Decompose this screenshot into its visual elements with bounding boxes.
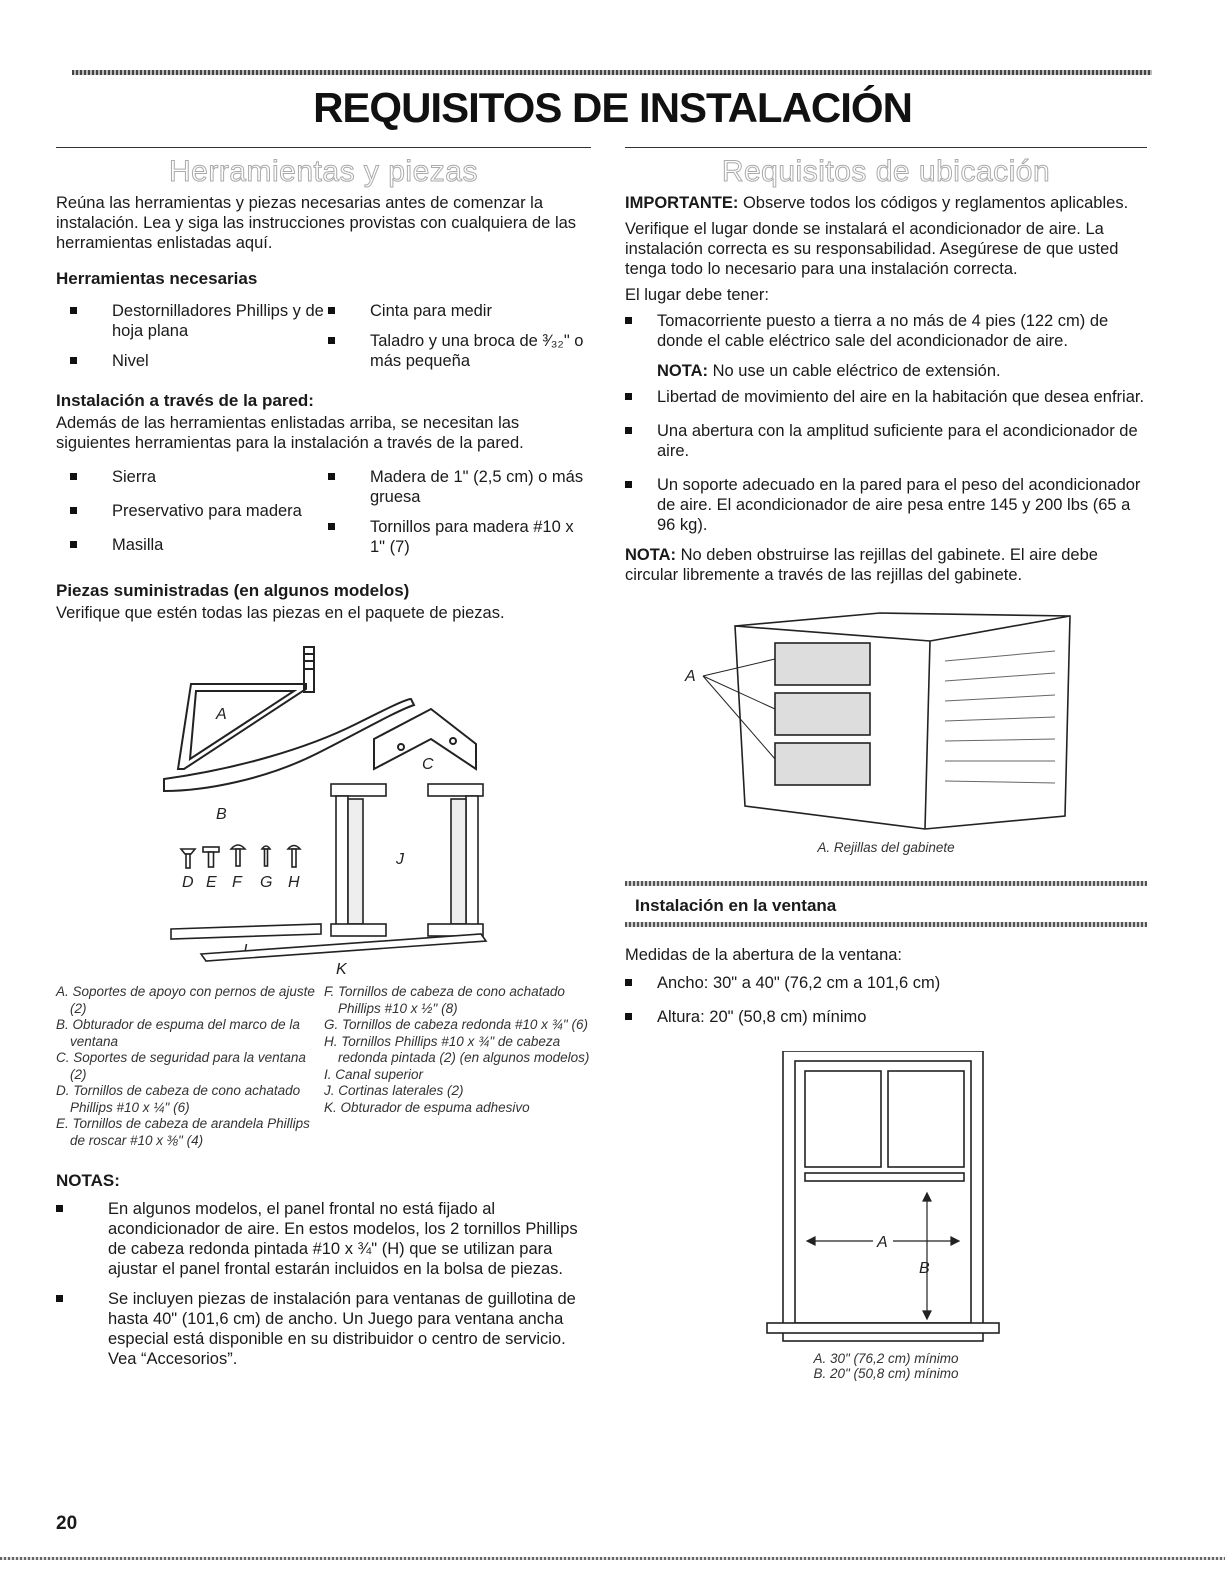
caption-item: I. Canal superior [324, 1066, 424, 1082]
wall-heading: Instalación a través de la pared: [56, 391, 314, 410]
note-item: En algunos modelos, el panel frontal no está fijado al acondicionador de aire. En estos modelos, los 2 tornillos Phillips de cabeza redonda pintada #10 x ¾" (H) que se utilizan para ajustar el panel frontal estarán incluidos en la bolsa de piezas. [56, 1199, 591, 1279]
tools-intro: Reúna las herramientas y piezas necesarias antes de comenzar la instalación. Lea y siga las instrucciones provistas con cualquiera de las herramientas enlistadas aquí. [56, 194, 577, 252]
list-item: Sierra [70, 467, 328, 487]
diagram-label: C [422, 756, 434, 773]
list-item: Destornilladores Phillips y de hoja plana [70, 301, 328, 341]
list-item: Masilla [70, 535, 328, 555]
page-title: REQUISITOS DE INSTALACIÓN [313, 84, 912, 131]
note-label: NOTA: [657, 362, 709, 380]
diagram-label: G [260, 874, 273, 891]
diagram-label: J [396, 851, 404, 868]
ac-unit-diagram [625, 601, 1147, 836]
requirement-item: Un soporte adecuado en la pared para el peso del acondicionador de aire. El acondicionador de aire pesa entre 145 y 200 lbs (65 a 96 kg). [625, 475, 1147, 535]
divider [625, 922, 1147, 927]
important-paragraph [625, 193, 1147, 213]
top-divider [72, 70, 1152, 75]
bottom-divider [0, 1557, 1225, 1560]
list-item: Cinta para medir [328, 301, 591, 321]
diagram-label: K [336, 961, 347, 974]
cabinet-note [625, 545, 1147, 585]
right-rule [625, 147, 1147, 148]
caption-item: F. Tornillos de cabeza de cono achatado Phillips #10 x ½" (8) [324, 984, 565, 1016]
caption-item: D. Tornillos de cabeza de cono achatado Phillips #10 x ¼" (6) [56, 1083, 301, 1115]
requirement-item: Tomacorriente puesto a tierra a no más de 4 pies (122 cm) de donde el cable eléctrico sale del acondicionador de aire. [625, 311, 1147, 351]
verify-paragraph: Verifique el lugar donde se instalará el acondicionador de aire. La instalación correcta es su responsabilidad. Asegúrese de que usted tenga todo lo necesario para una instalación correcta. [625, 220, 1119, 278]
side-curtains-j [331, 784, 483, 936]
parts-diagram [56, 629, 591, 974]
foam-strip-b [164, 699, 414, 791]
window-spec-item: Altura: 20" (50,8 cm) mínimo [625, 1007, 1147, 1027]
important-text: Observe todos los códigos y reglamentos aplicables. [738, 194, 1129, 212]
parts-heading: Piezas suministradas (en algunos modelos) [56, 581, 410, 600]
caption-item: A. Soportes de apoyo con pernos de ajuste (2) [56, 984, 315, 1016]
caption-item: H. Tornillos Phillips #10 x ¾" de cabeza redonda pintada (2) (en algunos modelos) [324, 1033, 590, 1065]
requirement-note [625, 361, 1147, 381]
diagram-label: A [877, 1234, 888, 1251]
diagram-label: H [288, 874, 300, 891]
diagram-label: A [216, 706, 227, 723]
requirement-item: Libertad de movimiento del aire en la habitación que desea enfriar. [625, 387, 1147, 407]
page-number: 20 [56, 1513, 78, 1534]
parts-intro: Verifique que estén todas las piezas en el paquete de piezas. [56, 604, 505, 622]
section-title-tools: Herramientas y piezas [169, 155, 478, 188]
diagram-label: A [685, 668, 696, 685]
diagram-label: E [206, 874, 217, 891]
note-label: NOTA: [625, 546, 677, 564]
list-item: Madera de 1" (2,5 cm) o más gruesa [328, 467, 591, 507]
caption-item: E. Tornillos de cabeza de arandela Phillips de roscar #10 x ⅜" (4) [56, 1116, 310, 1148]
diagram-label: F [232, 874, 242, 891]
caption-item: B. Obturador de espuma del marco de la ventana [56, 1017, 300, 1049]
list-item: Taladro y una broca de ³⁄₃₂" o más pequeña [328, 331, 591, 371]
must-have-text: El lugar debe tener: [625, 286, 770, 304]
notes-heading: NOTAS: [56, 1171, 120, 1190]
diagram-label: B [216, 806, 227, 823]
screws-d-h [181, 845, 300, 868]
wall-intro: Además de las herramientas enlistadas arriba, se necesitan las siguientes herramientas para la instalación a través de la pared. [56, 414, 524, 452]
section-title-location: Requisitos de ubicación [721, 155, 1051, 188]
left-rule [56, 147, 591, 148]
caption-item: C. Soportes de seguridad para la ventana (2) [56, 1050, 306, 1082]
list-item: Nivel [70, 351, 328, 371]
important-label: IMPORTANTE: [625, 194, 739, 212]
caption-item: J. Cortinas laterales (2) [324, 1083, 464, 1098]
note-text: No use un cable eléctrico de extensión. [708, 362, 1001, 380]
list-item: Tornillos para madera #10 x 1" (7) [328, 517, 591, 557]
note-item: Se incluyen piezas de instalación para ventanas de guillotina de hasta 40" (101,6 cm) de ancho. Un Juego para ventana ancha especial está disponible en su distribuidor o centro de servicio. Vea “Accesorios”. [56, 1289, 591, 1369]
diagram-label: D [182, 874, 194, 891]
note-text: No deben obstruirse las rejillas del gabinete. El aire debe circular libremente a través de las rejillas del gabinete. [625, 546, 1098, 584]
top-channel-i [171, 924, 321, 939]
window-caption: B. 20" (50,8 cm) mínimo [813, 1366, 959, 1381]
window-heading: Instalación en la ventana [635, 896, 837, 915]
window-heading-box [625, 881, 1147, 927]
parts-captions [56, 984, 591, 1149]
diagram-label: B [919, 1260, 930, 1277]
window-caption: A. 30" (76,2 cm) mínimo [813, 1351, 959, 1366]
wall-tools-list [70, 467, 591, 567]
window-intro: Medidas de la abertura de la ventana: [625, 946, 903, 964]
left-column [56, 150, 591, 1379]
right-column [625, 150, 1147, 1381]
tools-heading: Herramientas necesarias [56, 269, 258, 288]
tools-list [70, 301, 591, 381]
window-diagram [625, 1051, 1147, 1351]
requirement-item: Una abertura con la amplitud suficiente para el acondicionador de aire. [625, 421, 1147, 461]
ac-caption: A. Rejillas del gabinete [817, 840, 955, 855]
window-spec-item: Ancho: 30" a 40" (76,2 cm a 101,6 cm) [625, 973, 1147, 993]
caption-item: G. Tornillos de cabeza redonda #10 x ¾" (6) [324, 1017, 588, 1032]
caption-item: K. Obturador de espuma adhesivo [324, 1099, 530, 1115]
list-item: Preservativo para madera [70, 501, 328, 521]
